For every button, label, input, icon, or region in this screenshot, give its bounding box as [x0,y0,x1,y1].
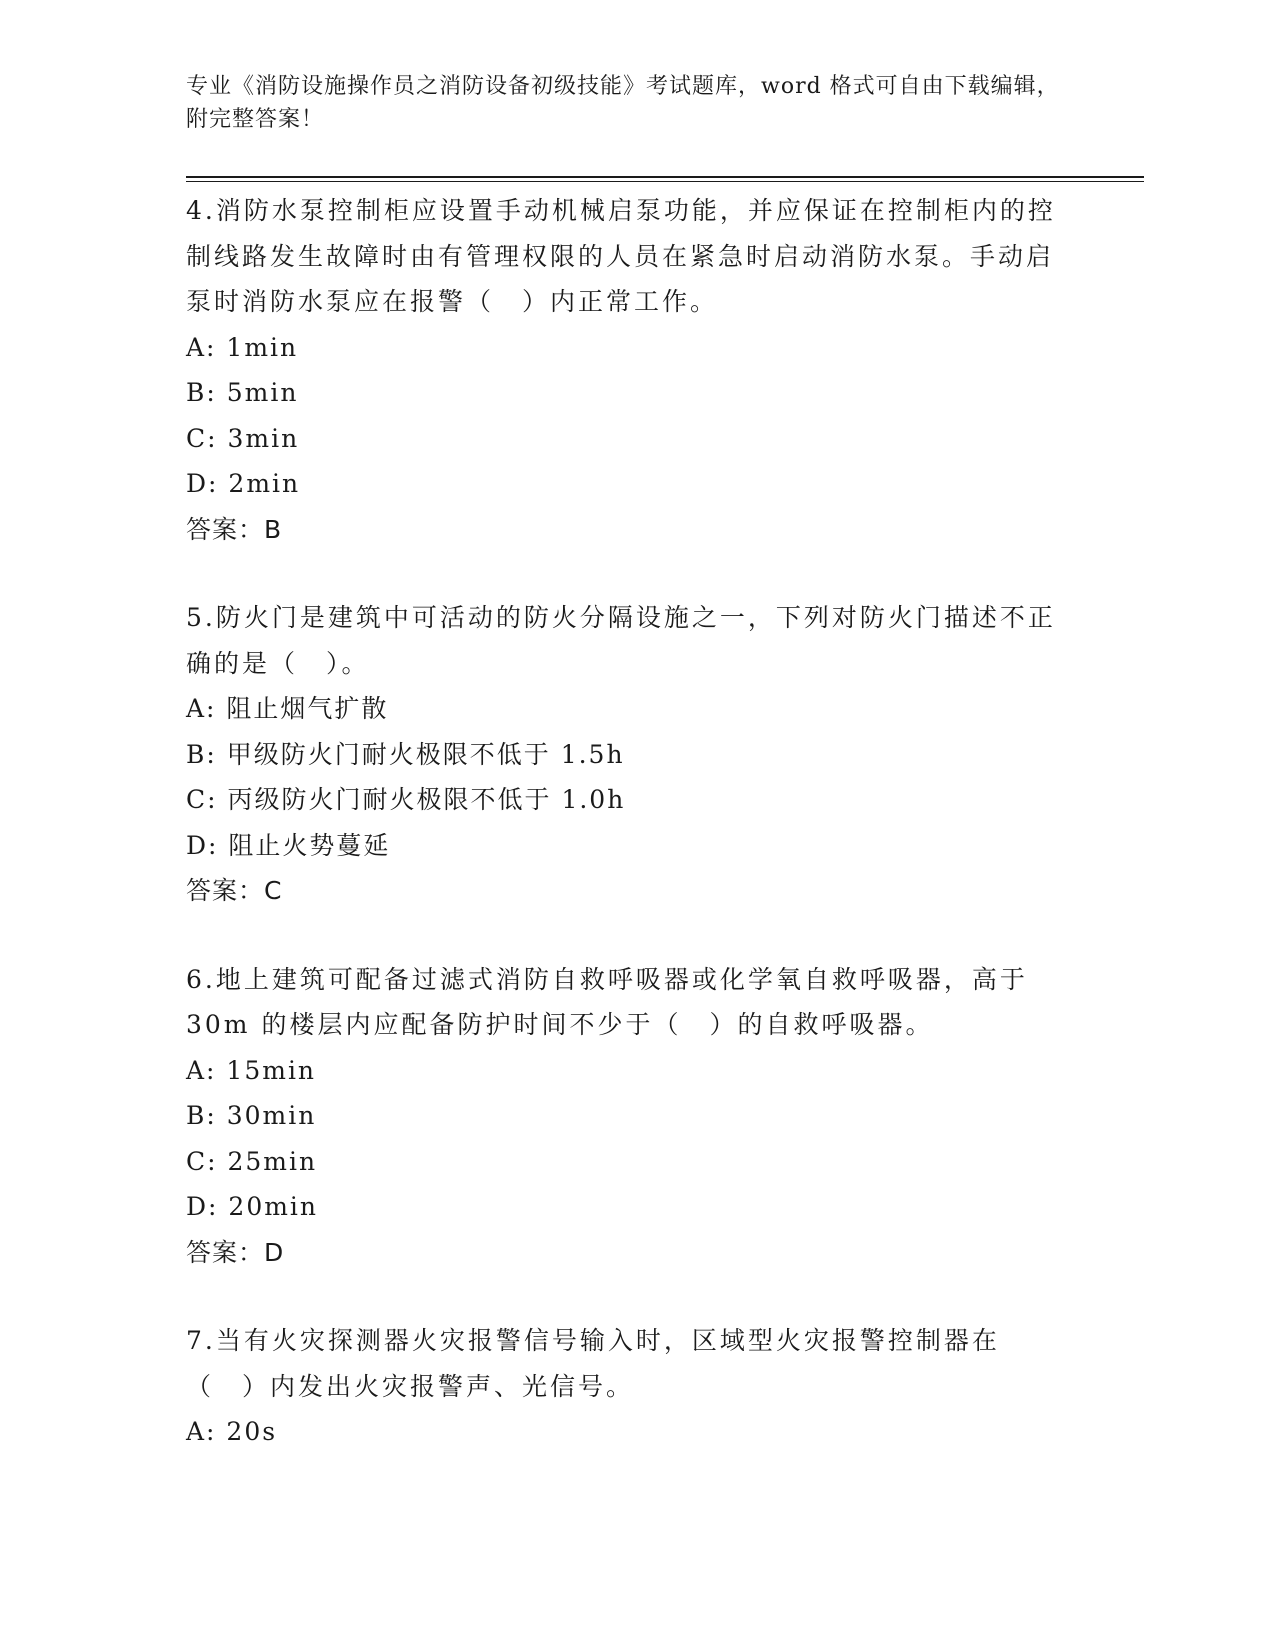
question-stem: 4.消防水泵控制柜应设置手动机械启泵功能，并应保证在控制柜内的控制线路发生故障时由有管理权限的人员在紧急时启动消防水泵。手动启泵时消防水泵应在报警（ ）内正常工作。 [186,196,1056,316]
question-4 [186,188,1066,552]
option-d: D: 阻止火势蔓延 [186,830,391,860]
question-stem: 7.当有火灾探测器火灾报警信号输入时，区域型火灾报警控制器在（ ）内发出火灾报警声、光信号。 [186,1326,1000,1401]
option-b: B: 30min [186,1101,317,1130]
option-d: D: 2min [186,469,301,498]
option-d: D: 20min [186,1192,319,1221]
option-b: B: 甲级防火门耐火极限不低于 1.5h [186,739,625,769]
header-divider-thick [186,176,1144,178]
question-stem: 6.地上建筑可配备过滤式消防自救呼吸器或化学氧自救呼吸器，高于30m 的楼层内应配备防护时间不少于（ ）的自救呼吸器。 [186,964,1028,1039]
question-7 [186,1318,1066,1455]
option-c: C: 25min [186,1146,318,1176]
answer-key: 答案：D [186,1237,285,1267]
question-stem: 5.防火门是建筑中可活动的防火分隔设施之一，下列对防火门描述不正确的是（ ）。 [186,603,1056,678]
header-divider-thin [186,181,1144,182]
document-header: 专业《消防设施操作员之消防设备初级技能》考试题库，word 格式可自由下载编辑，附完整答案！ [186,74,1060,132]
option-b: B: 5min [186,378,299,407]
option-a: A: 20s [186,1417,278,1446]
answer-key: 答案：B [186,514,283,544]
option-c: C: 3min [186,423,300,453]
option-a: A: 阻止烟气扩散 [186,694,389,723]
answer-key: 答案：C [186,876,283,905]
question-5 [186,595,1066,914]
question-list [186,188,1066,1498]
option-a: A: 15min [186,1055,317,1085]
option-c: C: 丙级防火门耐火极限不低于 1.0h [186,785,626,814]
option-a: A: 1min [186,332,299,362]
question-6 [186,957,1066,1276]
